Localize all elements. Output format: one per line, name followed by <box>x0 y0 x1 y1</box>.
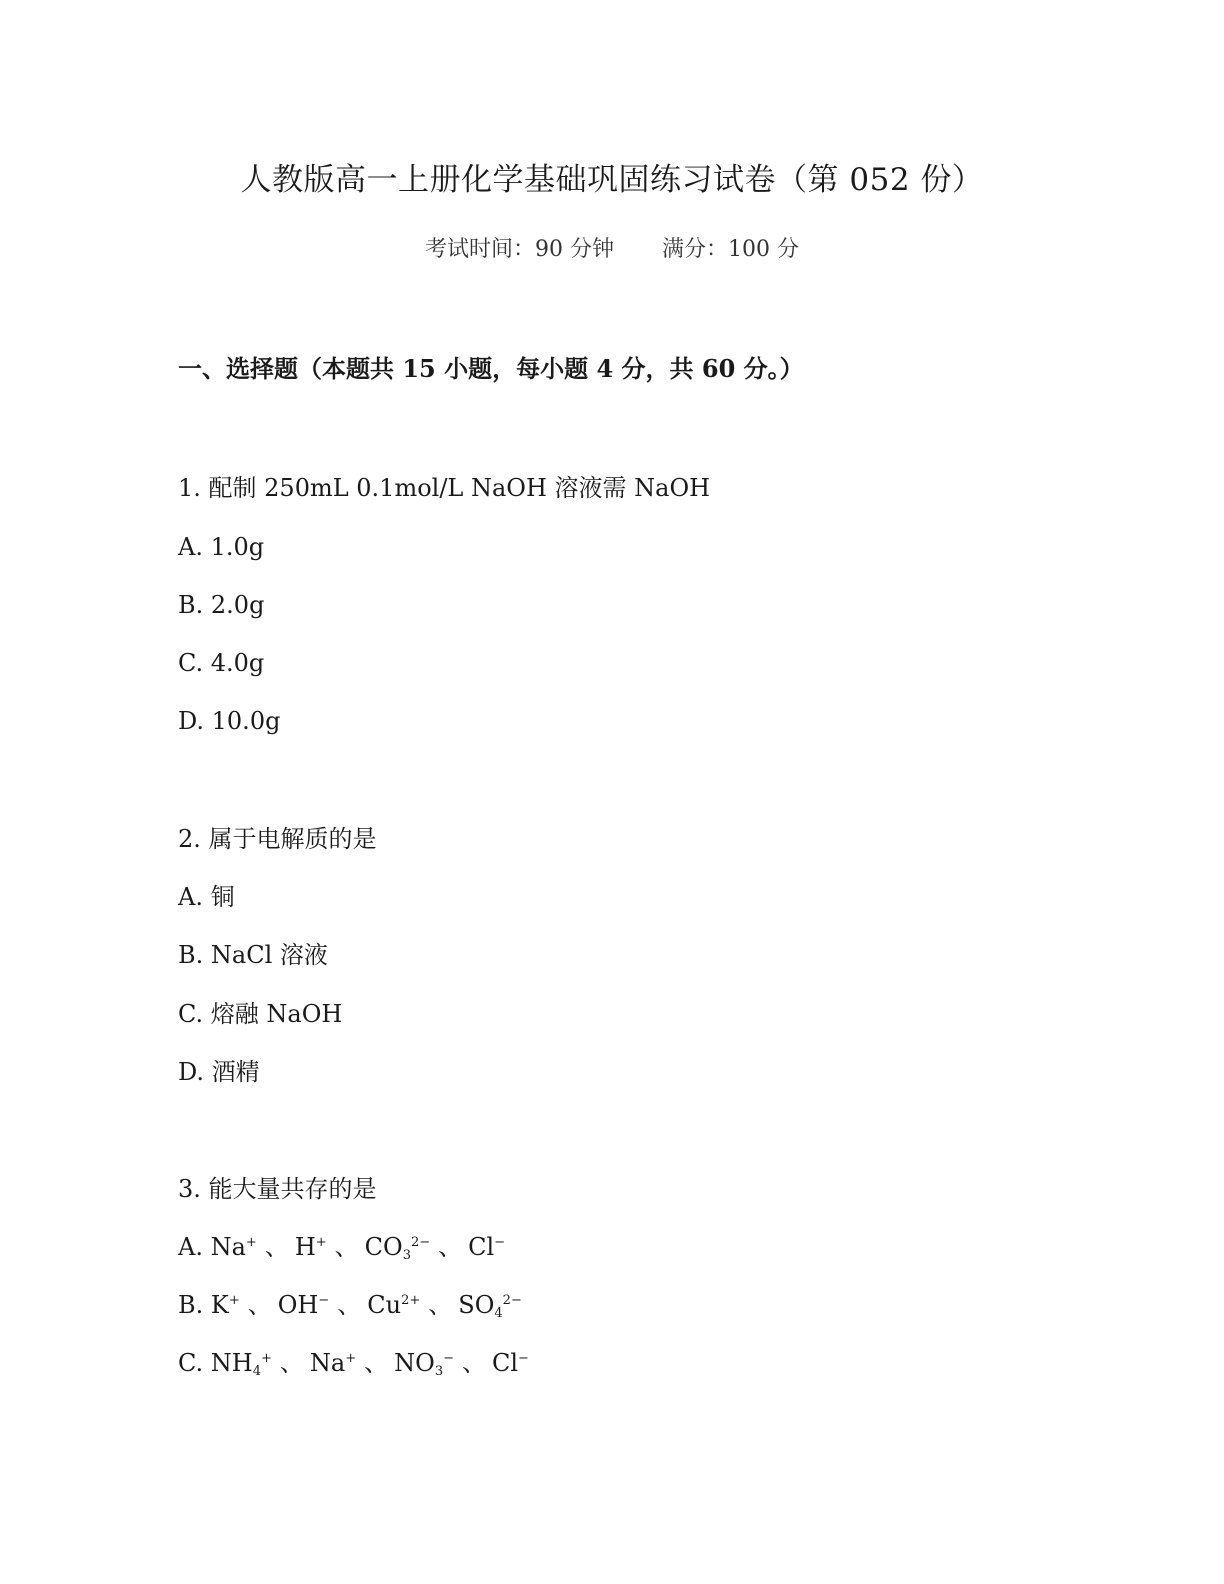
ion: H+ <box>294 1233 327 1261</box>
ion: $Cu^{2+}$ <box>367 1291 421 1319</box>
option-label: C. <box>178 1349 204 1377</box>
section-heading-multiple-choice: 一、选择题（本题共 15 小题，每小题 4 分，共 60 分。） <box>178 354 804 383</box>
separator: 、 <box>334 1233 359 1261</box>
separator: 、 <box>279 1349 304 1377</box>
full-score: 满分：100 分 <box>662 237 799 262</box>
ion: Cl− <box>468 1233 506 1261</box>
separator: 、 <box>247 1291 272 1319</box>
ion: Cl− <box>492 1349 529 1377</box>
ion: Na+ <box>309 1349 357 1377</box>
separator: 、 <box>337 1291 362 1319</box>
question-2-option-d: D. 酒精 <box>178 1058 260 1086</box>
question-1-option-c: C. 4.0g <box>178 649 265 677</box>
question-1-option-b: B. 2.0g <box>178 591 265 619</box>
question-2-option-b: B. NaCl 溶液 <box>178 941 328 969</box>
ion: $CO_3^{2-}$ <box>364 1233 431 1263</box>
question-3-stem: 3. 能大量共存的是 <box>178 1175 377 1203</box>
ion: $NH_4^+$ <box>210 1349 272 1379</box>
question-3-option-a <box>178 1230 505 1264</box>
separator: 、 <box>428 1291 453 1319</box>
question-2-option-c: C. 熔融 NaOH <box>178 1000 343 1028</box>
exam-info <box>0 234 1224 266</box>
separator: 、 <box>462 1349 486 1377</box>
question-2-option-a: A. 铜 <box>178 883 235 911</box>
ion: K+ <box>210 1291 240 1319</box>
ion: Na+ <box>210 1233 257 1261</box>
question-3-option-b <box>178 1288 522 1322</box>
separator: 、 <box>438 1233 463 1261</box>
ion: $NO_3^-$ <box>394 1349 454 1379</box>
separator: 、 <box>364 1349 389 1377</box>
question-1-option-d: D. 10.0g <box>178 707 281 735</box>
separator: 、 <box>264 1233 289 1261</box>
question-2-stem: 2. 属于电解质的是 <box>178 825 377 853</box>
option-label: A. <box>178 1233 203 1261</box>
option-label: B. <box>178 1291 204 1319</box>
page-title: 人教版高一上册化学基础巩固练习试卷（第 052 份） <box>240 162 984 198</box>
ion: $SO_4^{2-}$ <box>458 1291 522 1321</box>
ion: OH− <box>277 1291 330 1319</box>
question-3-option-c <box>178 1346 529 1380</box>
question-1-option-a: A. 1.0g <box>178 533 265 561</box>
question-1-stem: 1. 配制 250mL 0.1mol/L NaOH 溶液需 NaOH <box>178 474 711 502</box>
exam-time: 考试时间：90 分钟 <box>425 237 614 262</box>
